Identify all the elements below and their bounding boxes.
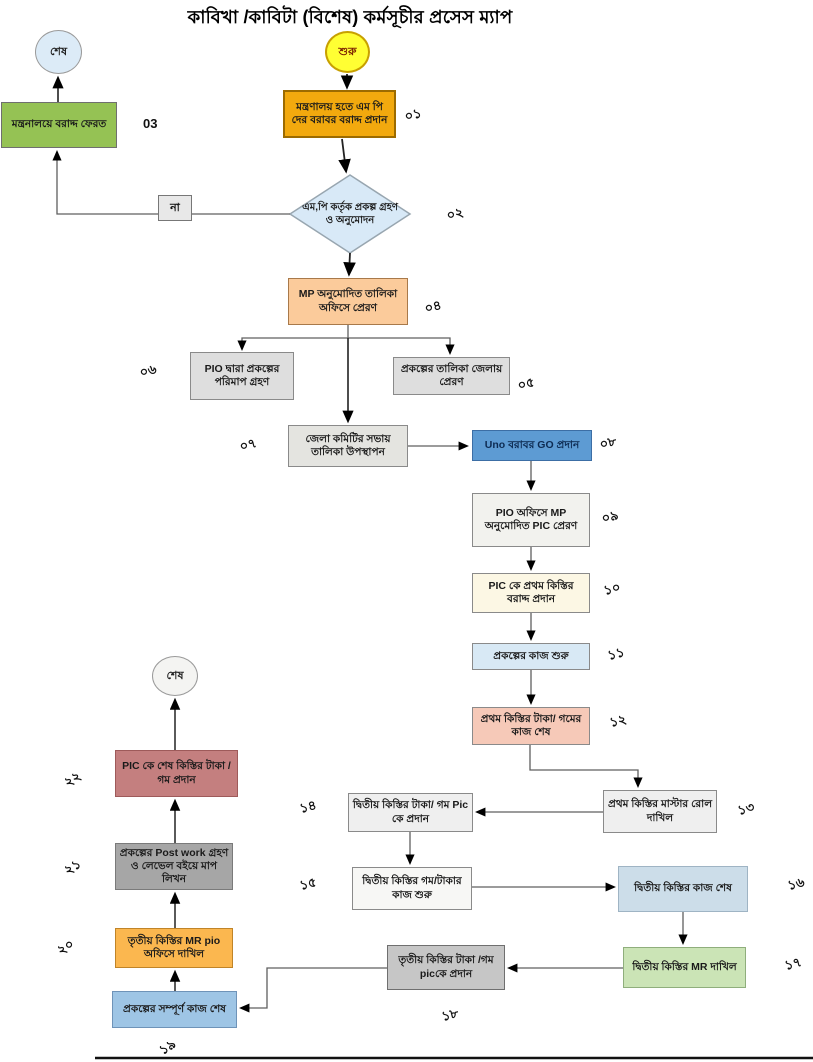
decision-label: এম,পি কর্তৃক প্রকল্প গ্রহণ ও অনুমোদন [302,202,398,226]
step-05-box: প্রকল্পের তালিকা জেলায় প্রেরণ [393,357,510,395]
step-08-number: ০৮ [597,433,618,452]
step-18-number: ১৮ [439,1005,460,1024]
step-07-number: ০৭ [237,435,258,454]
step-13-box: প্রথম কিস্তির মাস্টার রোল দাখিল [603,790,717,833]
step-21-box: প্রকল্পের Post work গ্রহণ ও লেভেল বইয়ে মাপ লিখন [115,843,233,890]
arrow-decision-to-04 [349,253,350,274]
step-22-number: ২২ [61,767,84,790]
step-06-box: PIO দ্বারা প্রকল্পের পরিমাপ গ্রহণ [190,352,294,400]
step-16-box: দ্বিতীয় কিস্তির কাজ শেষ [618,866,748,912]
step-01-number: ০১ [402,105,423,124]
arrow-split-to-05 [348,338,450,353]
step-21-number: ২১ [61,855,84,878]
step-09-number: ০৯ [599,507,620,526]
end-top-label: শেষ [49,45,68,58]
step-19-box: প্রকল্পের সম্পূর্ণ কাজ শেষ [112,991,237,1028]
step-12-box: প্রথম কিস্তির টাকা/ গমের কাজ শেষ [472,707,590,745]
step-14-number: ১৪ [297,797,318,816]
end-terminator-top [35,30,82,74]
step-13-number: ১৩ [735,799,756,818]
step-03-number: 03 [143,116,158,131]
arrow-01-to-decision [342,139,346,171]
step-16-number: ১৬ [785,874,806,893]
arrow-12-to-13 [530,745,638,786]
end-mid-label: শেষ [166,669,184,682]
decision-no-badge [158,195,192,221]
step-20-box: তৃতীয় কিস্তির MR pio অফিসে দাখিল [115,928,233,968]
step-02-number: ০২ [444,204,465,223]
end-terminator-mid [152,656,198,696]
step-10-number: ১০ [601,579,622,598]
step-08-box: Uno বরাবর GO প্রদান [472,430,592,461]
arrow-18-to-19 [241,968,387,1008]
step-14-box: দ্বিতীয় কিস্তির টাকা/ গম Pic কে প্রদান [348,793,473,832]
step-12-number: ১২ [607,711,628,730]
step-19-number: ১৯ [156,1035,179,1058]
step-15-box: দ্বিতীয় কিস্তির গম/টাকার কাজ শুরু [352,867,472,910]
step-17-number: ১৭ [782,954,803,973]
start-terminator [325,31,370,73]
page-title: কাবিখা /কাবিটা (বিশেষ) কর্মসূচীর প্রসেস ম্যাপ [187,7,513,27]
arrow-split-to-06 [242,338,348,349]
no-label: না [170,201,180,214]
step-20-number: ২০ [54,935,77,958]
start-label: শুরু [338,45,357,58]
step-18-box: তৃতীয় কিস্তির টাকা /গম picকে প্রদান [387,945,505,990]
step-01-box: মন্ত্রণালয় হতে এম পি দের বরাবর বরাদ্দ প্রদান [283,90,396,138]
step-05-number: ০৫ [515,374,536,393]
step-11-box: প্রকল্পের কাজ শুরু [472,643,590,670]
step-17-box: দ্বিতীয় কিস্তির MR দাখিল [623,947,746,988]
step-04-box: MP অনুমোদিত তালিকা অফিসে প্রেরণ [288,278,408,325]
step-11-number: ১১ [605,644,626,663]
step-09-box: PIO অফিসে MP অনুমোদিত PIC প্রেরণ [472,493,590,547]
step-06-number: ০৬ [137,361,158,380]
step-10-box: PIC কে প্রথম কিস্তির বরাদ্দ প্রদান [472,573,590,613]
step-04-number: ০৪ [422,297,443,316]
step-07-box: জেলা কমিটির সভায় তালিকা উপস্থাপন [288,425,408,467]
step-15-number: ১৫ [297,874,318,893]
step-03-box: মন্ত্রনালয়ে বরাদ্দ ফেরত [1,102,117,148]
step-22-box: PIC কে শেষ কিস্তির টাকা /গম প্রদান [115,750,238,797]
